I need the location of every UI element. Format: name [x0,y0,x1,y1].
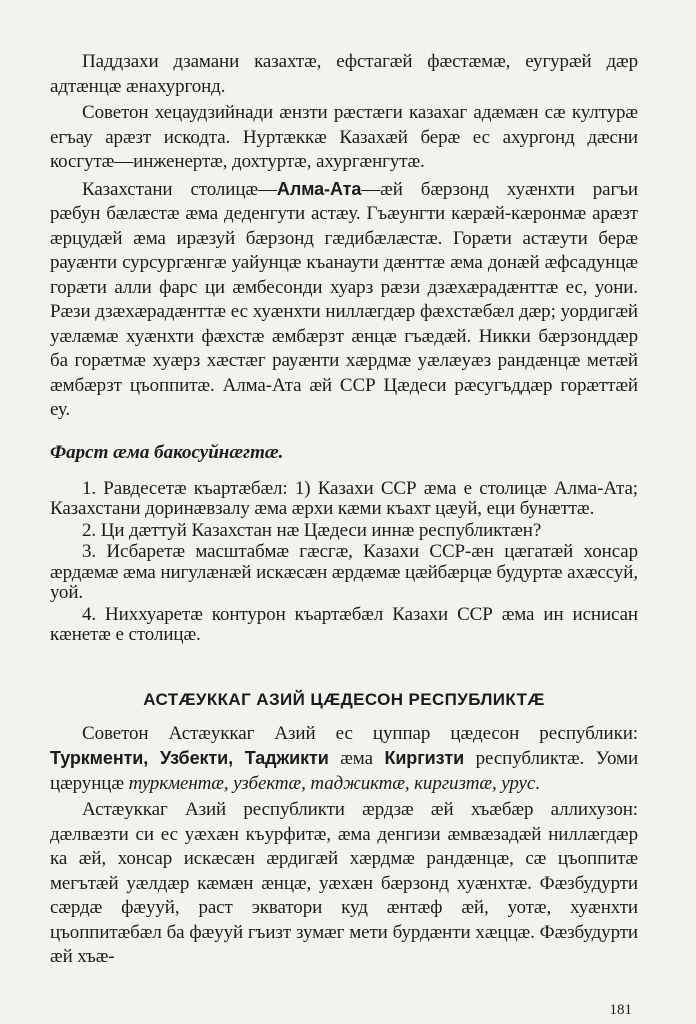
paragraph-alma-ata [50,177,638,423]
book-page [50,50,638,970]
section-heading: АСТÆУККАГ АЗИЙ ЦÆДЕСОН РЕСПУБЛИКТÆ [143,689,545,709]
question-item: 4. Ниххуаретæ контурон къартæбæл Казахи ССР æма ин иснисан кæнетæ е столицæ. [50,603,638,645]
text-run: —æй бæрзонд хуæнхти рагъи рæбун бæлæстæ æма деденгути астæу. Гъæунгти кæрæй-кæронмæ арæзт æрцудæй æма ирæзуй бæрзонд гæдибæлæстæ. Горæти астæути берæ рауæнти сурсургæнгæ уайунцæ къанаути дæнттæ æма донæй æфсадунцæ горæти алли фарс ци æмбесонди хуарз рæзи дзæхæрадæнттæ ес, уони. Рæзи дзæхæрадæнттæ ес хуæнхти ниллæгдæр фæхстæбæл дæр; уордигæй уæлæмæ хуæнхти фæхстæ æмбæрзт æнцæ гъæдæй. Никки бæрзонддæр ба горæтмæ хуæрз хæстæг рауæнти хæрдмæ уæлæуæз рандæнцæ метæй æмбæрзт цъоппитæ. Алма-Ата æй ССР Цæдеси рæсугъддæр горæттæй еу. [50,178,639,420]
questions-list [50,479,638,646]
peoples-list: туркментæ, узбектæ, таджиктæ, киргизтæ, урус [128,772,536,794]
text-run: . [535,772,540,794]
text-run: республиктæ. Уоми цæрунцæ [50,748,639,794]
text-run: Советон Астæуккаг Азий ес цуппар цæдесон республики: [82,722,638,744]
question-item: 3. Исбаретæ масштабмæ гæсгæ, Казахи ССР-æн цæгатæй хонсар æрдæмæ æма нигулæнæй искæсæн æрдæмæ цæйбæрцæ будуртæ ахæссуй, уой. [50,541,638,603]
republic-names: Туркменти, Узбекти, Таджикти [50,748,329,768]
paragraph-nature: Астæуккаг Азий республикти æрдзæ æй хъæбæр аллихузон: дæлвæзти си ес уæхæн къурфитæ, æма денгизи æмвæзадæй ниллæгдæр ка æй, хонсар искæсæн æрдигæй хæрдмæ рандæнцæ, сæ цъоппитæ мегътæй уæлдæр кæмæн æнцæ, уæхæн бæрзонд хуæнхтæ. Фæзбудурти сæрдæ фæууй, раст экватори куд æнтæф æй, уотæ, хуæнхти цъоппитæбæл ба фæууй гъизт зумæг мети бурдæнти хæццæ. Фæзбудурти æй хъæ- [50,799,638,967]
text-run: Казахстани столицæ— [82,178,277,200]
capital-name: Алма-Ата [276,178,362,199]
page-number: 181 [609,1002,632,1018]
paragraph-intro: Паддзахи дзамани казахтæ, ефстагæй фæстæмæ, еугурæй дæр адтæнцæ æнахургонд. [50,51,638,97]
text-run: æма [328,748,385,769]
question-item: 1. Равдесетæ къартæбæл: 1) Казахи ССР æма е столицæ Алма-Ата; Казахстани доринæвзалу æма æрхи кæми къахт цæуй, еци бунæттæ. [50,477,638,519]
republic-name: Киргизти [384,748,465,768]
paragraph-culture: Советон хецаудзийнади æнзти рæстæги казахаг адæмæн сæ културæ егъау арæзт искодта. Нуртæккæ Казахæй берæ ес ахургонд дæсни косгутæ—инженертæ, дохтуртæ, ахургæнгутæ. [50,102,638,172]
paragraph-republics [50,722,638,797]
questions-heading: Фарст æма бакосуйнæгтæ. [50,441,284,463]
question-item: 2. Ци дæттуй Казахстан нæ Цæдеси иннæ республиктæн? [82,519,542,541]
